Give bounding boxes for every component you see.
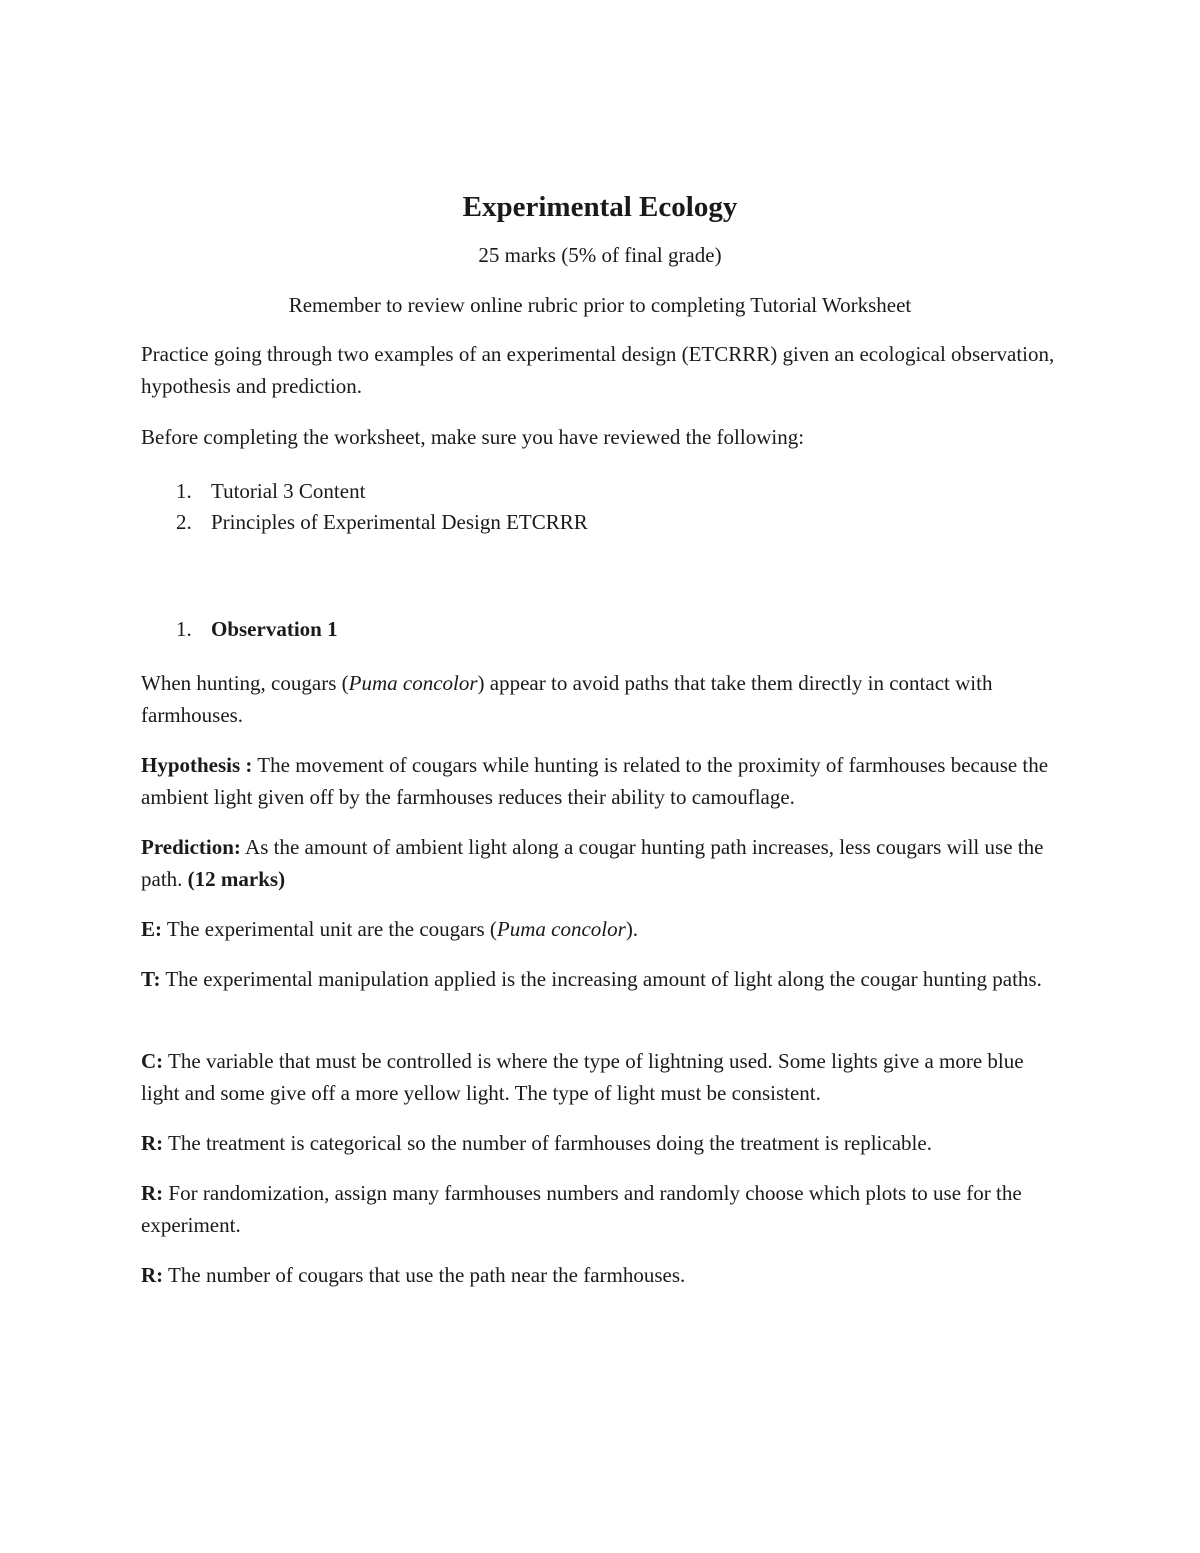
marks-subtitle: 25 marks (5% of final grade)	[478, 243, 722, 267]
observation-text: ) appear to avoid paths that take them directly in contact with farmhouses.	[141, 671, 993, 727]
r-text: For randomization, assign many farmhouses numbers and randomly choose which plots to use for the experiment.	[141, 1181, 1022, 1237]
e-label: E:	[141, 917, 162, 941]
hypothesis-paragraph	[141, 750, 1061, 813]
prediction-text: As the amount of ambient light along a cougar hunting path increases, less cougars will use the path.	[141, 835, 1044, 891]
prediction-paragraph	[141, 832, 1061, 895]
section-heading-text: Observation 1	[211, 617, 338, 641]
list-item-text: Principles of Experimental Design ETCRRR	[211, 510, 588, 534]
before-completing-text: Before completing the worksheet, make sure you have reviewed the following:	[141, 425, 805, 449]
t-label: T:	[141, 967, 161, 991]
t-text: The experimental manipulation applied is the increasing amount of light along the cougar hunting paths.	[160, 967, 1042, 991]
e-text: The experimental unit are the cougars (	[162, 917, 497, 941]
document-title: Experimental Ecology	[462, 191, 738, 223]
r-text: The number of cougars that use the path near the farmhouses.	[163, 1263, 686, 1287]
observation-paragraph	[141, 668, 1061, 731]
t-paragraph	[141, 964, 1061, 996]
rubric-reminder: Remember to review online rubric prior to completing Tutorial Worksheet	[288, 293, 912, 317]
r-response-paragraph	[141, 1260, 1061, 1292]
observation-text: When hunting, cougars (	[141, 671, 349, 695]
c-label: C:	[141, 1049, 164, 1073]
review-list-item	[176, 477, 365, 505]
review-list-item	[176, 508, 588, 536]
prediction-label: Prediction:	[141, 835, 241, 859]
r-label: R:	[141, 1131, 164, 1155]
r-randomization-paragraph	[141, 1178, 1061, 1241]
intro-paragraph: Practice going through two examples of an experimental design (ETCRRR) given an ecological observation, hypothesis and prediction.	[141, 342, 1055, 398]
prediction-marks: (12 marks)	[187, 866, 286, 891]
list-number: 1.	[176, 479, 192, 503]
c-text: The variable that must be controlled is where the type of lightning used. Some lights give a more blue light and some give off a more yellow light. The type of light must be consistent.	[141, 1049, 1024, 1105]
r-label: R:	[141, 1263, 164, 1287]
list-number: 2.	[176, 510, 192, 534]
section-number: 1.	[176, 617, 192, 641]
r-text: The treatment is categorical so the number of farmhouses doing the treatment is replicable.	[163, 1131, 932, 1155]
species-name: Puma concolor	[348, 671, 478, 695]
e-text: ).	[625, 917, 639, 941]
r-replication-paragraph	[141, 1128, 1061, 1160]
species-name: Puma concolor	[496, 917, 626, 941]
section-heading	[176, 615, 338, 643]
list-item-text: Tutorial 3 Content	[211, 479, 366, 503]
r-label: R:	[141, 1181, 164, 1205]
e-paragraph	[141, 914, 1061, 946]
hypothesis-text: The movement of cougars while hunting is related to the proximity of farmhouses because the ambient light given off by the farmhouses reduces their ability to camouflage.	[141, 753, 1049, 809]
hypothesis-label: Hypothesis :	[141, 753, 253, 777]
c-paragraph	[141, 1046, 1061, 1109]
